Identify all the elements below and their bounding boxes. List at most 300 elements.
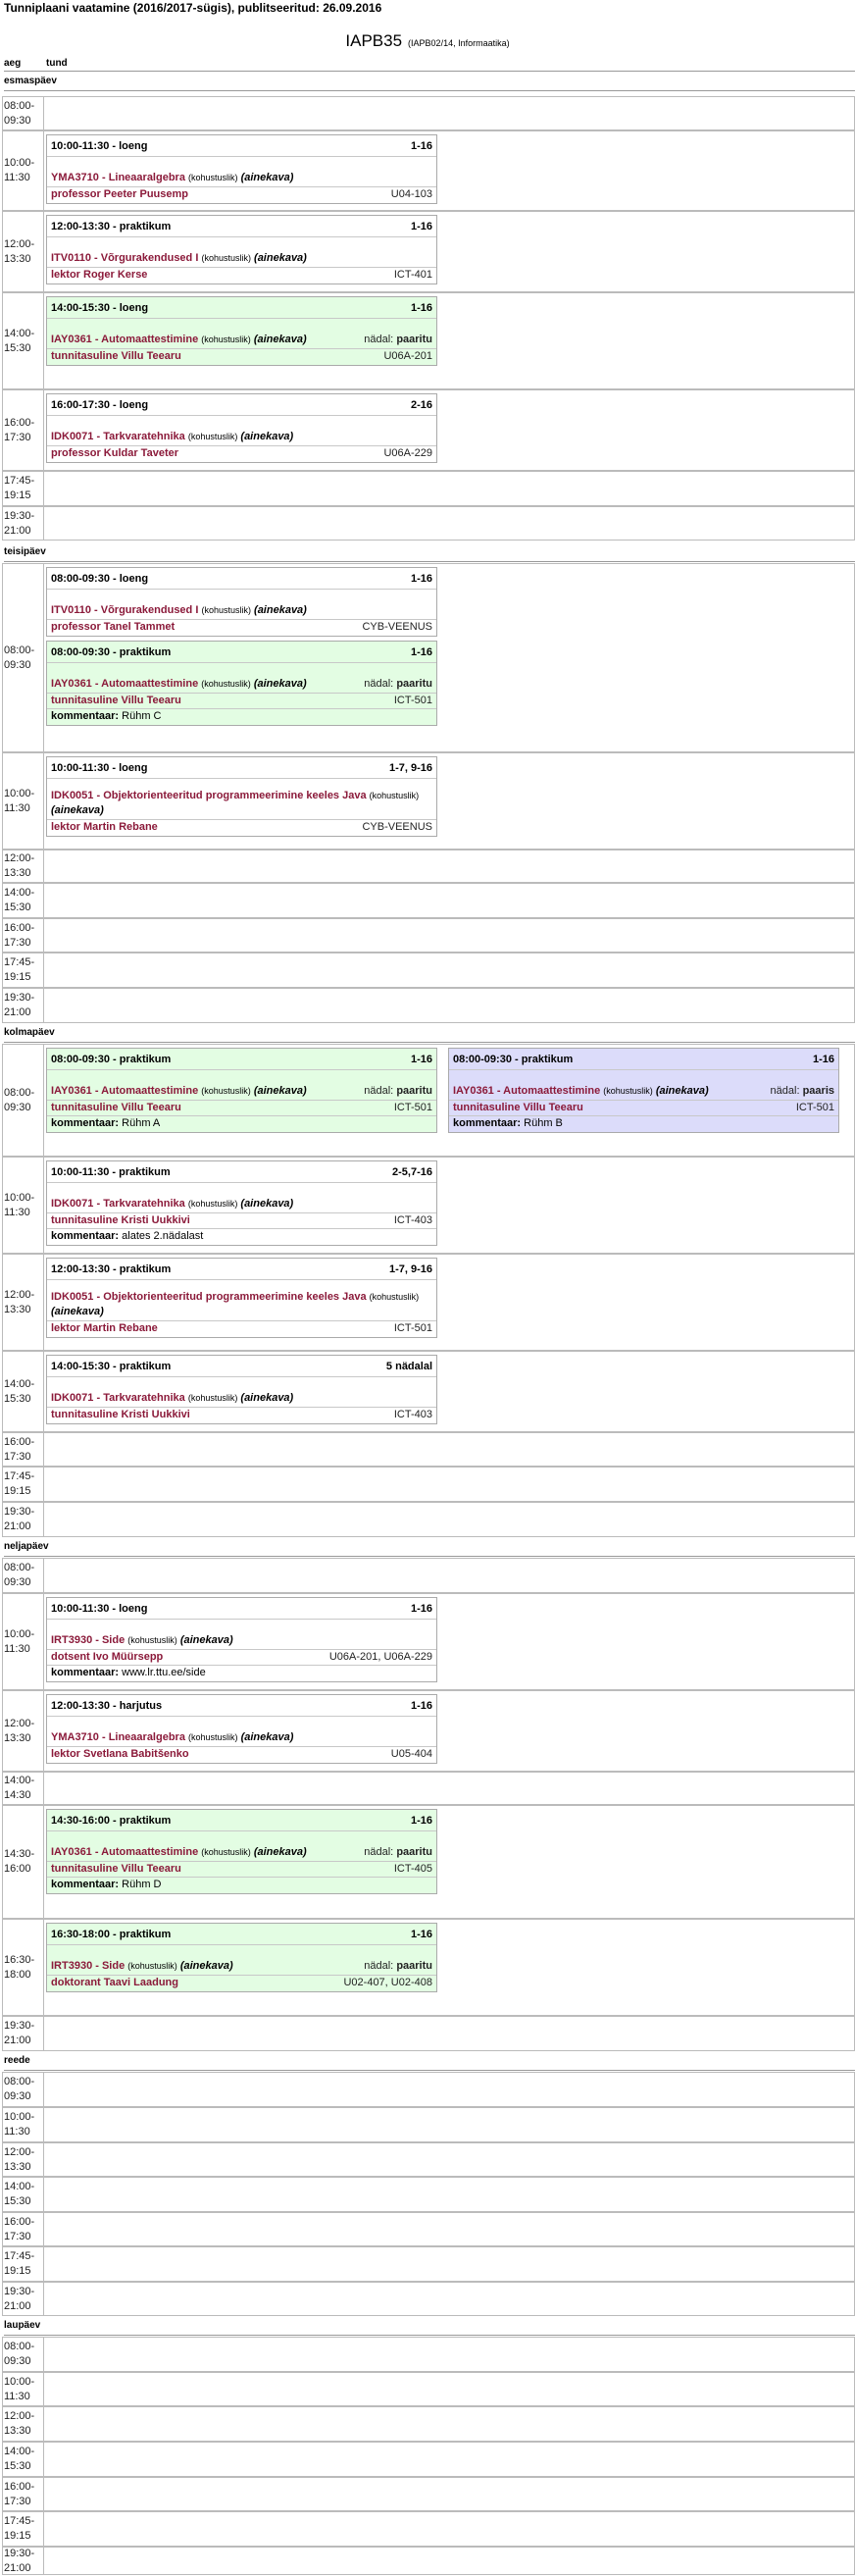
lesson-block (46, 1258, 437, 1338)
comment-text: Rühm C (122, 710, 162, 722)
lesson-time-type: 12:00-13:30 - praktikum (51, 221, 172, 232)
syllabus-link[interactable]: (ainekava) (240, 431, 294, 442)
slot-lessons (43, 2548, 44, 2574)
subject-link[interactable]: YMA3710 - Lineaaralgebra (51, 1731, 185, 1743)
room-label: ICT-403 (393, 1214, 432, 1226)
time-slot (2, 2142, 855, 2177)
lesson-time-type: 14:00-15:30 - praktikum (51, 1361, 172, 1372)
teacher-link[interactable]: tunnitasuline Villu Teearu (51, 1102, 181, 1113)
subject-link[interactable]: IAY0361 - Automaattestimine (51, 678, 199, 690)
slot-lessons (43, 2338, 44, 2371)
lesson-subject-row (47, 1070, 436, 1101)
slot-time: 19:30- 21:00 (4, 2547, 35, 2574)
lesson-time-type: 14:30-16:00 - praktikum (51, 1815, 172, 1827)
teacher-link[interactable]: tunnitasuline Kristi Uukkivi (51, 1214, 190, 1226)
comment-text: Rühm D (122, 1879, 162, 1890)
lesson-block (46, 1355, 437, 1424)
day-header-tue: teisipäev (4, 542, 855, 562)
lesson-weeks: 1-16 (410, 140, 432, 152)
lesson-time-type: 08:00-09:30 - praktikum (453, 1054, 574, 1065)
lesson-weeks: 1-16 (812, 1054, 834, 1065)
slot-lessons (43, 131, 44, 210)
lesson-header (47, 757, 436, 779)
teacher-link[interactable]: tunnitasuline Villu Teearu (51, 350, 181, 362)
slot-time: 10:00- 11:30 (4, 787, 35, 814)
slot-time: 12:00- 13:30 (4, 1717, 35, 1744)
lesson-teacher-row (47, 1321, 436, 1337)
slot-lessons (43, 1691, 44, 1771)
syllabus-link[interactable]: (ainekava) (655, 1085, 709, 1097)
slot-lessons (43, 1433, 44, 1466)
slot-lessons (43, 97, 44, 129)
syllabus-link[interactable]: (ainekava) (254, 604, 307, 616)
mandatory-label: (kohustuslik) (369, 791, 420, 800)
comment-label: kommentaar: (51, 1667, 120, 1678)
time-slot (2, 988, 855, 1023)
slot-lessons (43, 2407, 44, 2441)
parity-value: paaritu (396, 334, 432, 345)
slot-lessons (43, 1158, 44, 1253)
time-slot (2, 2107, 855, 2142)
lesson-weeks: 5 nädalal (385, 1361, 432, 1372)
mandatory-label: (kohustuslik) (201, 335, 251, 344)
lesson-subject-row (449, 1070, 838, 1101)
lesson-time-type: 08:00-09:30 - praktikum (51, 646, 172, 658)
lesson-block (46, 296, 437, 366)
lesson-header (47, 1598, 436, 1620)
week-parity (364, 333, 432, 347)
lesson-header (47, 135, 436, 157)
mandatory-label: (kohustuslik) (127, 1961, 177, 1971)
slot-lessons (43, 2108, 44, 2141)
time-slot (2, 1502, 855, 1537)
parity-value: paaritu (396, 678, 432, 690)
syllabus-link[interactable]: (ainekava) (240, 172, 294, 183)
slot-lessons (43, 1045, 44, 1156)
slot-lessons (43, 1559, 44, 1592)
time-slot (2, 1772, 855, 1805)
slot-time: 16:30- 18:00 (4, 1953, 35, 1981)
lesson-weeks: 2-16 (410, 399, 432, 411)
slot-time: 08:00- 09:30 (4, 1562, 35, 1588)
lesson-subject-row (47, 416, 436, 446)
syllabus-link[interactable]: (ainekava) (240, 1731, 294, 1743)
lesson-weeks: 1-16 (410, 1815, 432, 1827)
time-slot (2, 2442, 855, 2477)
teacher-link[interactable]: lektor Roger Kerse (51, 269, 148, 281)
lesson-time-type: 10:00-11:30 - loeng (51, 1603, 148, 1615)
slot-time: 12:00- 13:30 (4, 1288, 35, 1315)
subject-link[interactable]: IDK0071 - Tarkvaratehnika (51, 431, 185, 442)
time-slot (2, 850, 855, 883)
lesson-comment-row (47, 1878, 436, 1893)
slot-time: 17:45- 19:15 (4, 2250, 35, 2277)
slot-time: 08:00- 09:30 (4, 2076, 35, 2102)
subject-link[interactable]: IRT3930 - Side (51, 1960, 126, 1972)
lesson-weeks: 1-16 (410, 1054, 432, 1065)
slot-lessons (43, 2478, 44, 2510)
slot-time: 10:00- 11:30 (4, 2111, 35, 2138)
parity-value: paaritu (396, 1846, 432, 1858)
lesson-time-type: 10:00-11:30 - praktikum (51, 1166, 171, 1178)
subject-link[interactable]: IAY0361 - Automaattestimine (453, 1085, 601, 1097)
time-slot (2, 1432, 855, 1467)
slot-lessons (43, 1920, 44, 2015)
subject-link[interactable]: IDK0051 - Objektorienteeritud programmeerimine keeles Java (51, 790, 367, 801)
teacher-link[interactable]: tunnitasuline Villu Teearu (51, 695, 181, 706)
slot-lessons (43, 1594, 44, 1689)
parity-label: nädal: (770, 1085, 800, 1097)
subject-link[interactable]: IAY0361 - Automaattestimine (51, 1085, 199, 1097)
comment-label: kommentaar: (453, 1117, 522, 1129)
time-slot (2, 471, 855, 506)
time-slot (2, 2072, 855, 2107)
slot-time: 08:00- 09:30 (4, 644, 35, 671)
time-slot (2, 2337, 855, 2372)
week-parity (364, 1084, 432, 1099)
syllabus-link[interactable]: (ainekava) (179, 1634, 233, 1646)
lesson-time-type: 12:00-13:30 - praktikum (51, 1263, 172, 1275)
lesson-teacher-row (47, 349, 436, 365)
slot-lessons (43, 1255, 44, 1350)
group-info: (IAPB02/14, Informaatika) (408, 38, 510, 48)
mandatory-label: (kohustuslik) (188, 173, 238, 182)
lesson-weeks: 2-5,7-16 (392, 1166, 432, 1178)
lesson-block (46, 1923, 437, 1992)
lesson-teacher-row (47, 1862, 436, 1878)
lesson-teacher-row (47, 694, 436, 709)
room-label: ICT-501 (795, 1102, 834, 1113)
day-header-wed: kolmapäev (4, 1023, 855, 1043)
slot-time: 10:00- 11:30 (4, 1627, 35, 1655)
lesson-header (47, 297, 436, 319)
syllabus-link[interactable]: (ainekava) (51, 1306, 104, 1317)
teacher-link[interactable]: lektor Martin Rebane (51, 1322, 158, 1334)
slot-lessons (43, 564, 44, 751)
lesson-weeks: 1-16 (410, 302, 432, 314)
room-label: U06A-229 (383, 447, 432, 459)
subject-link[interactable]: YMA3710 - Lineaaralgebra (51, 172, 185, 183)
slot-lessons (43, 2373, 44, 2405)
teacher-link[interactable]: tunnitasuline Kristi Uukkivi (51, 1409, 190, 1420)
slot-lessons (43, 1773, 44, 1804)
slot-lessons (43, 753, 44, 849)
mandatory-label: (kohustuslik) (603, 1086, 653, 1096)
subject-link[interactable]: IDK0071 - Tarkvaratehnika (51, 1198, 185, 1210)
slot-time: 14:00- 15:30 (4, 887, 35, 913)
time-slot (2, 2372, 855, 2406)
subject-link[interactable]: IDK0071 - Tarkvaratehnika (51, 1392, 185, 1404)
slot-lessons (43, 2178, 44, 2211)
lesson-teacher-row (47, 187, 436, 203)
slot-lessons (43, 2512, 44, 2546)
subject-link[interactable]: ITV0110 - Võrgurakendused I (51, 604, 199, 616)
room-label: U04-103 (390, 188, 432, 200)
subject-link[interactable]: IDK0051 - Objektorienteeritud programmeerimine keeles Java (51, 1291, 367, 1303)
room-label: CYB-VEENUS (362, 821, 432, 833)
mandatory-label: (kohustuslik) (201, 605, 251, 615)
mandatory-label: (kohustuslik) (201, 1847, 251, 1857)
teacher-link[interactable]: tunnitasuline Villu Teearu (51, 1863, 181, 1875)
slot-time: 14:00- 15:30 (4, 1377, 35, 1405)
lesson-block (46, 1809, 437, 1894)
subject-link[interactable]: ITV0110 - Võrgurakendused I (51, 252, 199, 264)
syllabus-link[interactable]: (ainekava) (253, 678, 307, 690)
slot-lessons (43, 2073, 44, 2106)
lesson-teacher-row (47, 268, 436, 283)
lesson-header (47, 1049, 436, 1070)
col-tund: tund (46, 58, 68, 69)
slot-time: 08:00- 09:30 (4, 99, 35, 127)
syllabus-link[interactable]: (ainekava) (254, 252, 307, 264)
syllabus-link[interactable]: (ainekava) (240, 1392, 294, 1404)
slot-lessons (43, 293, 44, 388)
lesson-header (449, 1049, 838, 1070)
room-label: U05-404 (390, 1748, 432, 1760)
parity-label: nädal: (364, 334, 394, 345)
parity-label: nädal: (364, 1085, 394, 1097)
lesson-header (47, 1259, 436, 1280)
lesson-weeks: 1-16 (410, 221, 432, 232)
syllabus-link[interactable]: (ainekava) (51, 804, 104, 816)
week-parity (364, 1845, 432, 1860)
day-header-mon: esmaspäev (4, 72, 855, 91)
time-slot (2, 506, 855, 541)
teacher-link[interactable]: dotsent Ivo Müürsepp (51, 1651, 164, 1663)
col-aeg: aeg (4, 58, 22, 69)
parity-value: paaris (802, 1085, 834, 1097)
teacher-link[interactable]: lektor Svetlana Babitšenko (51, 1748, 189, 1760)
teacher-link[interactable]: professor Tanel Tammet (51, 621, 176, 633)
day-header-fri: reede (4, 2051, 855, 2071)
lesson-comment-row (449, 1116, 838, 1132)
slot-time: 19:30- 21:00 (4, 2285, 35, 2312)
parity-value: paaritu (396, 1960, 432, 1972)
page-title: Tunniplaani vaatamine (2016/2017-sügis), publitseeritud: 26.09.2016 (4, 1, 382, 15)
slot-time: 10:00- 11:30 (4, 1191, 35, 1218)
parity-label: nädal: (364, 1960, 394, 1972)
comment-text: alates 2.nädalast (122, 1230, 204, 1242)
slot-time: 12:00- 13:30 (4, 852, 35, 879)
room-label: ICT-401 (393, 269, 432, 281)
week-parity (364, 677, 432, 692)
slot-lessons (43, 2143, 44, 2176)
lesson-time-type: 12:00-13:30 - harjutus (51, 1700, 163, 1712)
day-header-sat: laupäev (4, 2316, 855, 2336)
lesson-header (47, 1924, 436, 1945)
lesson-subject-row (47, 1620, 436, 1650)
slot-time: 08:00- 09:30 (4, 1086, 35, 1113)
time-slot (2, 2016, 855, 2051)
time-slot (2, 2406, 855, 2442)
slot-lessons (43, 2247, 44, 2281)
subject-link[interactable]: IAY0361 - Automaattestimine (51, 334, 199, 345)
lesson-subject-row (47, 1717, 436, 1747)
slot-time: 16:00- 17:30 (4, 416, 35, 443)
slot-lessons (43, 472, 44, 505)
slot-time: 16:00- 17:30 (4, 2480, 35, 2507)
slot-time: 12:00- 13:30 (4, 237, 35, 265)
comment-label: kommentaar: (51, 710, 120, 722)
slot-time: 16:00- 17:30 (4, 921, 35, 949)
mandatory-label: (kohustuslik) (201, 1086, 251, 1096)
slot-time: 14:00- 15:30 (4, 327, 35, 354)
lesson-teacher-row (47, 1747, 436, 1763)
lesson-time-type: 10:00-11:30 - loeng (51, 140, 148, 152)
room-label: ICT-501 (393, 1322, 432, 1334)
lesson-subject-row (47, 1945, 436, 1976)
subject-link[interactable]: IAY0361 - Automaattestimine (51, 1846, 199, 1858)
lesson-header (47, 216, 436, 237)
time-slot (2, 2177, 855, 2212)
syllabus-link[interactable]: (ainekava) (253, 1085, 307, 1097)
room-label: U02-407, U02-408 (343, 1977, 432, 1988)
teacher-link[interactable]: professor Peeter Puusemp (51, 188, 188, 200)
lesson-teacher-row (47, 1408, 436, 1423)
slot-lessons (43, 390, 44, 470)
lesson-time-type: 16:30-18:00 - praktikum (51, 1929, 172, 1940)
time-slot (2, 2282, 855, 2316)
slot-time: 08:00- 09:30 (4, 2341, 35, 2367)
lesson-block (448, 1048, 839, 1133)
lesson-comment-row (47, 709, 436, 725)
comment-label: kommentaar: (51, 1117, 120, 1129)
mandatory-label: (kohustuslik) (187, 432, 238, 441)
mandatory-label: (kohustuslik) (369, 1292, 420, 1302)
mandatory-label: (kohustuslik) (187, 1199, 238, 1209)
lesson-comment-row (47, 1666, 436, 1681)
week-parity (771, 1084, 834, 1099)
teacher-link[interactable]: lektor Martin Rebane (51, 821, 158, 833)
room-label: ICT-405 (393, 1863, 432, 1875)
lesson-header (47, 1356, 436, 1377)
mandatory-label: (kohustuslik) (201, 253, 251, 263)
slot-time: 14:00- 15:30 (4, 2181, 35, 2207)
slot-lessons (43, 1352, 44, 1431)
slot-time: 10:00- 11:30 (4, 157, 35, 183)
group-code: IAPB35 (345, 31, 403, 50)
slot-lessons (43, 850, 44, 882)
lesson-block (46, 567, 437, 637)
lesson-subject-row (47, 1831, 436, 1862)
teacher-link[interactable]: doktorant Taavi Laadung (51, 1977, 178, 1988)
mandatory-label: (kohustuslik) (201, 679, 251, 689)
time-slot (2, 2212, 855, 2246)
parity-label: nädal: (364, 1846, 394, 1858)
lesson-header (47, 1161, 436, 1183)
lesson-block (46, 1597, 437, 1682)
slot-lessons (43, 2443, 44, 2476)
slot-time: 16:00- 17:30 (4, 1435, 35, 1463)
lesson-teacher-row (47, 1650, 436, 1666)
week-parity (364, 1959, 432, 1974)
syllabus-link[interactable]: (ainekava) (253, 334, 307, 345)
comment-label: kommentaar: (51, 1879, 120, 1890)
comment-text: www.lr.ttu.ee/side (122, 1667, 206, 1678)
time-slot (2, 2246, 855, 2282)
time-slot (2, 953, 855, 988)
slot-time: 17:45- 19:15 (4, 475, 35, 501)
time-slot (2, 2477, 855, 2511)
lesson-subject-row (47, 779, 436, 820)
slot-time: 10:00- 11:30 (4, 2375, 35, 2402)
slot-time: 12:00- 13:30 (4, 2410, 35, 2437)
lesson-subject-row (47, 663, 436, 694)
lesson-time-type: 10:00-11:30 - loeng (51, 762, 148, 774)
lesson-time-type: 16:00-17:30 - loeng (51, 399, 149, 411)
lesson-subject-row (47, 1183, 436, 1213)
slot-lessons (43, 2283, 44, 2315)
slot-time: 14:00- 14:30 (4, 1775, 35, 1801)
column-header (4, 56, 855, 72)
parity-value: paaritu (396, 1085, 432, 1097)
lesson-teacher-row (47, 446, 436, 462)
time-slot (2, 883, 855, 918)
lesson-teacher-row (47, 1101, 436, 1116)
group-title (0, 31, 855, 51)
syllabus-link[interactable]: (ainekava) (179, 1960, 233, 1972)
slot-lessons (43, 919, 44, 952)
slot-time: 19:30- 21:00 (4, 1506, 35, 1532)
slot-time: 19:30- 21:00 (4, 509, 35, 537)
time-slot (2, 96, 855, 130)
lesson-time-type: 14:00-15:30 - loeng (51, 302, 149, 314)
room-label: CYB-VEENUS (362, 621, 432, 633)
lesson-weeks: 1-7, 9-16 (388, 1263, 432, 1275)
slot-lessons (43, 2213, 44, 2245)
teacher-link[interactable]: tunnitasuline Villu Teearu (453, 1102, 583, 1113)
mandatory-label: (kohustuslik) (188, 1732, 238, 1742)
slot-time: 17:45- 19:15 (4, 2515, 35, 2542)
lesson-header (47, 1695, 436, 1717)
time-slot (2, 918, 855, 953)
slot-lessons (43, 989, 44, 1022)
slot-lessons (43, 2017, 44, 2050)
teacher-link[interactable]: professor Kuldar Taveter (51, 447, 179, 459)
slot-lessons (43, 212, 44, 291)
lesson-teacher-row (47, 820, 436, 836)
subject-link[interactable]: IRT3930 - Side (51, 1634, 126, 1646)
room-label: ICT-501 (393, 695, 432, 706)
lesson-teacher-row (449, 1101, 838, 1116)
room-label: U06A-201 (383, 350, 432, 362)
lesson-weeks: 1-16 (410, 573, 432, 585)
syllabus-link[interactable]: (ainekava) (240, 1198, 294, 1210)
mandatory-label: (kohustuslik) (187, 1393, 238, 1403)
time-slot (2, 1558, 855, 1593)
lesson-block (46, 756, 437, 837)
lesson-subject-row (47, 319, 436, 349)
lesson-block (46, 134, 437, 204)
day-header-thu: neljapäev (4, 1537, 855, 1557)
lesson-subject-row (47, 157, 436, 187)
lesson-subject-row (47, 1377, 436, 1408)
slot-lessons (43, 1503, 44, 1536)
comment-text: Rühm B (524, 1117, 563, 1129)
slot-lessons (43, 953, 44, 987)
lesson-header (47, 568, 436, 590)
slot-time: 19:30- 21:00 (4, 992, 35, 1018)
lesson-header (47, 1810, 436, 1831)
slot-time: 16:00- 17:30 (4, 2215, 35, 2242)
slot-lessons (43, 1468, 44, 1501)
slot-time: 17:45- 19:15 (4, 1470, 35, 1497)
comment-text: Rühm A (122, 1117, 161, 1129)
slot-time: 19:30- 21:00 (4, 2020, 35, 2046)
syllabus-link[interactable]: (ainekava) (253, 1846, 307, 1858)
lesson-block (46, 215, 437, 284)
time-slot (2, 1467, 855, 1502)
